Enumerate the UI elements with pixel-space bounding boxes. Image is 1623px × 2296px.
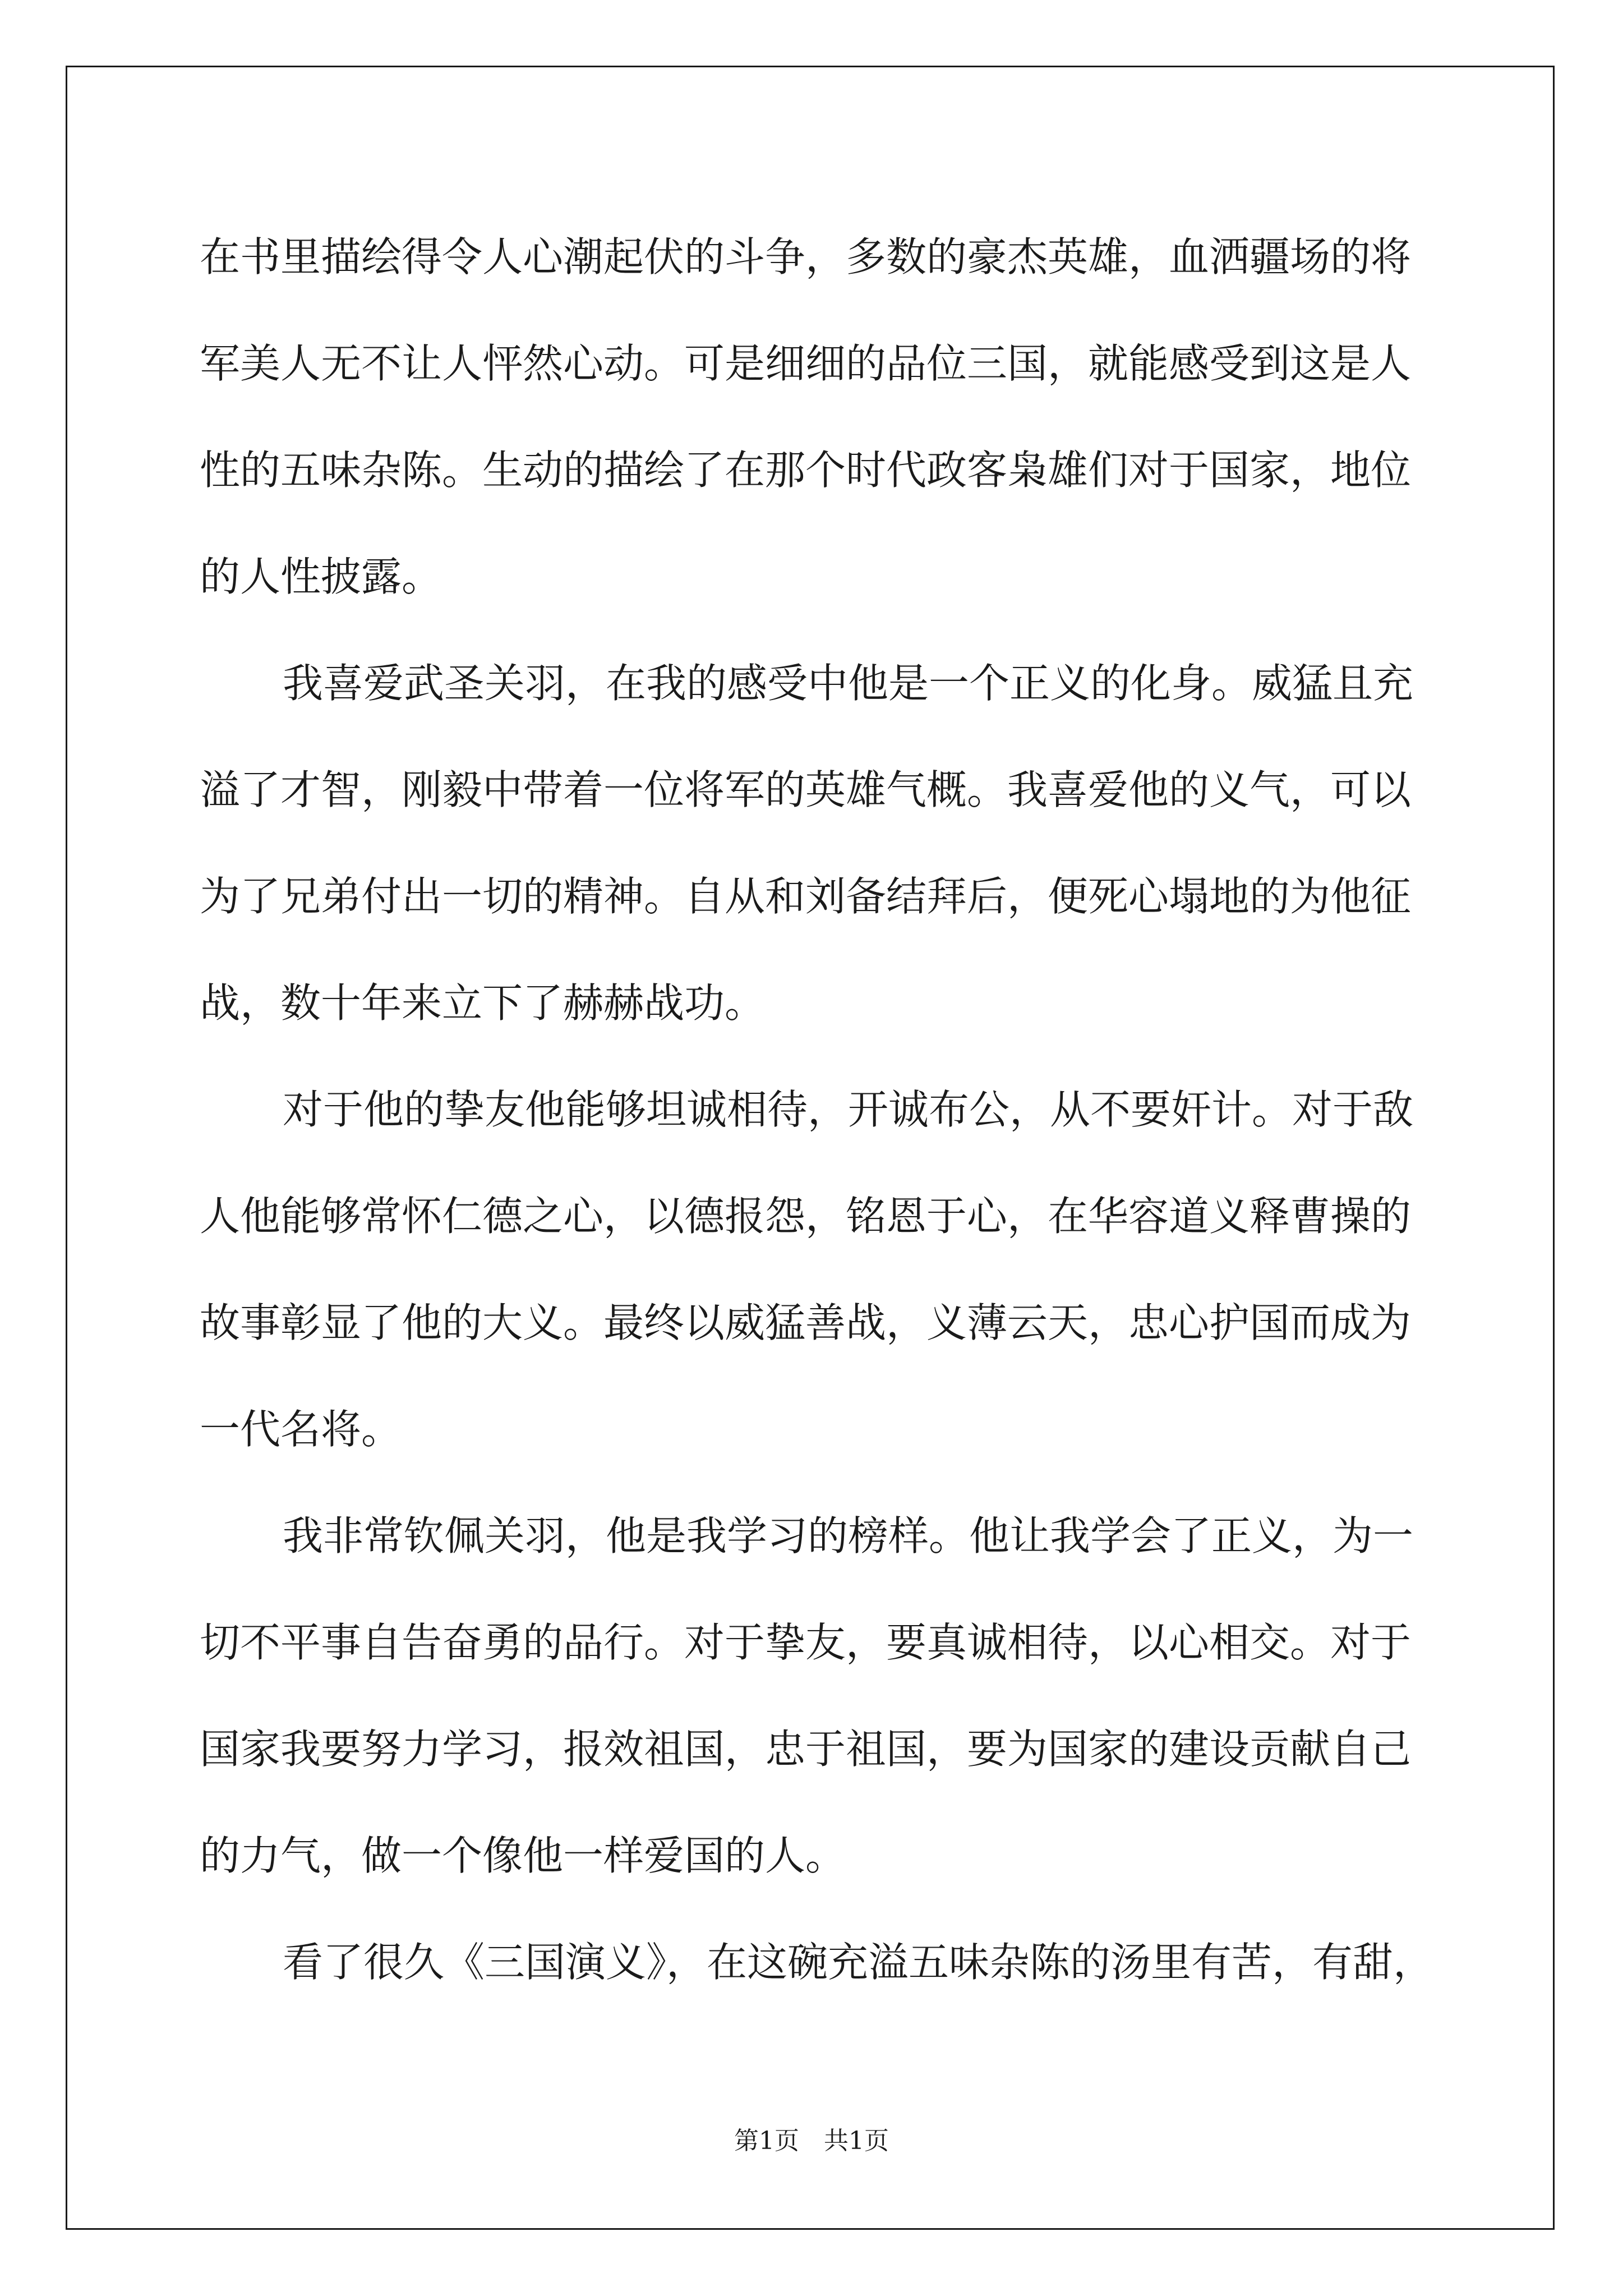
text-line-3: 性的五味杂陈。生动的描绘了在那个时代政客枭雄们对于国家，地位 bbox=[200, 447, 1412, 494]
document-body bbox=[200, 204, 1439, 2016]
text-line-17: 看了很久《三国演义》，在这碗充溢五味杂陈的汤里有苦，有甜， bbox=[283, 1939, 1434, 1986]
page-footer bbox=[0, 2120, 1623, 2156]
text-line-9: 对于他的挚友他能够坦诚相待，开诚布公，从不要奸计。对于敌 bbox=[283, 1086, 1414, 1133]
text-line-4: 的人性披露。 bbox=[200, 553, 442, 600]
page-number-total: 共1页 bbox=[824, 2127, 889, 2155]
page-number-current: 第1页 bbox=[734, 2127, 799, 2155]
text-line-14: 切不平事自告奋勇的品行。对于挚友，要真诚相待，以心相交。对于 bbox=[200, 1619, 1412, 1666]
text-line-8: 战，数十年来立下了赫赫战功。 bbox=[200, 979, 766, 1027]
text-line-6: 溢了才智，刚毅中带着一位将军的英雄气概。我喜爱他的义气，可以 bbox=[200, 766, 1412, 813]
text-line-10: 人他能够常怀仁德之心，以德报怨，铭恩于心，在华容道义释曹操的 bbox=[200, 1193, 1412, 1240]
text-line-7: 为了兄弟付出一切的精神。自从和刘备结拜后，便死心塌地的为他征 bbox=[200, 873, 1412, 920]
text-line-5: 我喜爱武圣关羽，在我的感受中他是一个正义的化身。威猛且充 bbox=[283, 660, 1414, 707]
text-line-12: 一代名将。 bbox=[200, 1406, 402, 1453]
text-line-11: 故事彰显了他的大义。最终以威猛善战，义薄云天，忠心护国而成为 bbox=[200, 1299, 1412, 1346]
text-line-2: 军美人无不让人怦然心动。可是细细的品位三国，就能感受到这是人 bbox=[200, 340, 1412, 387]
text-line-13: 我非常钦佩关羽，他是我学习的榜样。他让我学会了正义，为一 bbox=[283, 1512, 1414, 1559]
text-line-16: 的力气，做一个像他一样爱国的人。 bbox=[200, 1832, 846, 1879]
text-line-15: 国家我要努力学习，报效祖国，忠于祖国，要为国家的建设贡献自己 bbox=[200, 1726, 1412, 1773]
text-line-1: 在书里描绘得令人心潮起伏的斗争，多数的豪杰英雄，血洒疆场的将 bbox=[200, 233, 1412, 280]
